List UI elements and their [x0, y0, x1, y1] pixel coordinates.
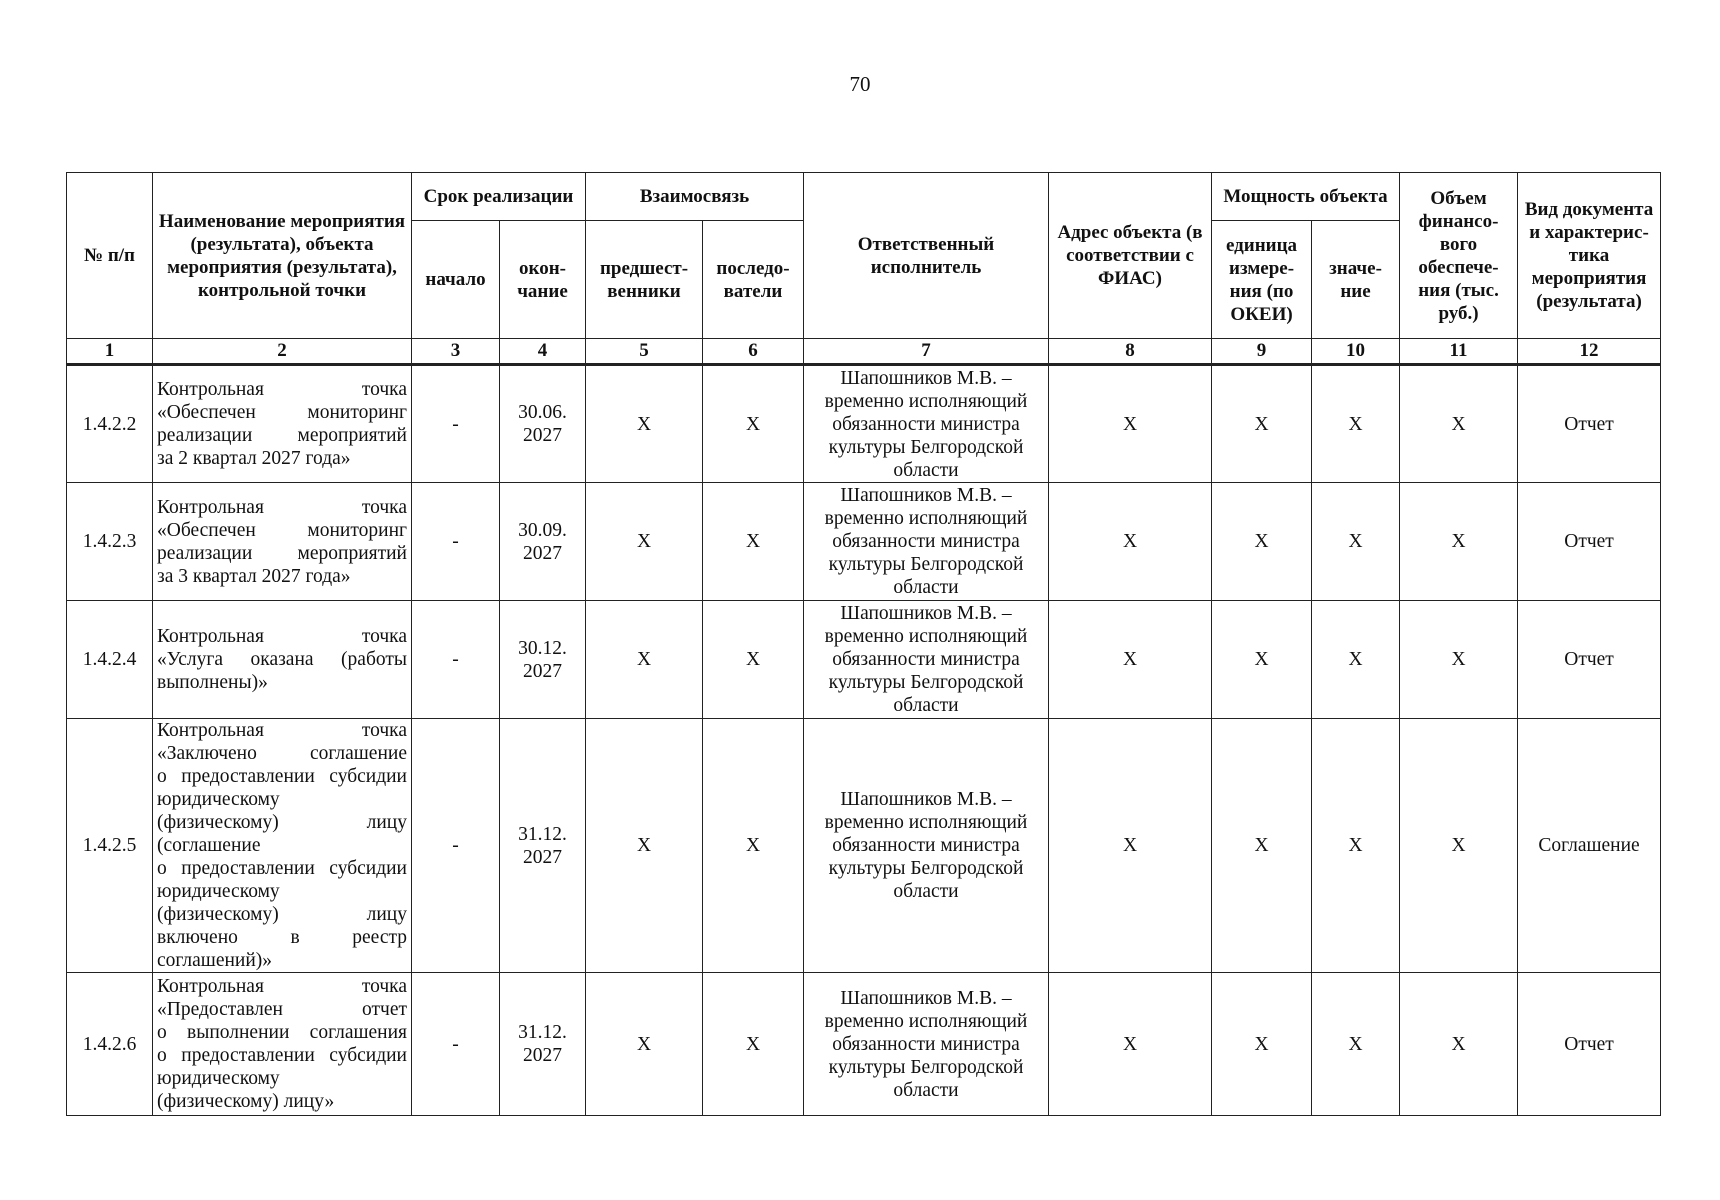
activities-table	[66, 172, 1661, 1116]
activity-name-cell	[153, 483, 412, 601]
address-cell: X	[1049, 973, 1212, 1116]
activity-name-line: за 3 квартал 2027 года»	[157, 565, 351, 587]
successors-cell: X	[703, 719, 804, 973]
successors-cell: X	[703, 601, 804, 719]
column-number-cell: 1	[67, 339, 153, 365]
header-term-end: окон-чание	[500, 221, 586, 339]
row-number-cell: 1.4.2.2	[67, 365, 153, 483]
row-number-cell: 1.4.2.5	[67, 719, 153, 973]
column-number-cell: 8	[1049, 339, 1212, 365]
activity-name-line: «Предоставлен отчет	[157, 999, 407, 1020]
activity-name-line: о выполнении соглашения	[157, 1022, 407, 1043]
document-type-cell: Отчет	[1518, 365, 1661, 483]
column-number-cell: 12	[1518, 339, 1661, 365]
document-type-cell: Отчет	[1518, 601, 1661, 719]
finance-cell: X	[1400, 719, 1518, 973]
activity-name-line: Контрольная точка	[157, 720, 407, 741]
row-number-cell: 1.4.2.3	[67, 483, 153, 601]
successors-cell: X	[703, 483, 804, 601]
column-number-cell: 4	[500, 339, 586, 365]
executor-cell: Шапошников М.В. – временно исполняющий обязанности министра культуры Белгородской области	[804, 483, 1049, 601]
column-number-cell: 5	[586, 339, 703, 365]
table-row	[67, 365, 1661, 483]
column-number-cell: 6	[703, 339, 804, 365]
end-date-cell: 31.12. 2027	[500, 719, 586, 973]
activity-name-line: Контрольная точка	[157, 626, 407, 647]
start-date-cell: -	[412, 973, 500, 1116]
activity-name-line: (физическому) лицу	[157, 904, 407, 925]
start-date-cell: -	[412, 601, 500, 719]
header-link-next: последо-ватели	[703, 221, 804, 339]
activity-name-line: Контрольная точка	[157, 379, 407, 400]
header-address: Адрес объекта (в соответствии с ФИАС)	[1049, 173, 1212, 339]
activity-name-line: (физическому) лицу	[157, 812, 407, 833]
address-cell: X	[1049, 601, 1212, 719]
predecessors-cell: X	[586, 601, 703, 719]
table-row	[67, 483, 1661, 601]
value-cell: X	[1312, 719, 1400, 973]
column-number-cell: 3	[412, 339, 500, 365]
column-number-cell: 11	[1400, 339, 1518, 365]
document-type-cell: Соглашение	[1518, 719, 1661, 973]
header-term: Срок реализации	[412, 173, 586, 221]
end-date-cell: 30.06. 2027	[500, 365, 586, 483]
document-type-cell: Отчет	[1518, 973, 1661, 1116]
end-date-cell: 30.09. 2027	[500, 483, 586, 601]
header-term-start: начало	[412, 221, 500, 339]
document-type-cell: Отчет	[1518, 483, 1661, 601]
value-cell: X	[1312, 365, 1400, 483]
start-date-cell: -	[412, 365, 500, 483]
header-name: Наименование мероприятия (результата), объекта мероприятия (результата), контрольной точки	[153, 173, 412, 339]
finance-cell: X	[1400, 483, 1518, 601]
activity-name-line: выполнены)»	[157, 672, 268, 693]
address-cell: X	[1049, 719, 1212, 973]
executor-cell: Шапошников М.В. – временно исполняющий обязанности министра культуры Белгородской области	[804, 601, 1049, 719]
activity-name-line: «Услуга оказана (работы	[157, 649, 407, 670]
row-number-cell: 1.4.2.4	[67, 601, 153, 719]
table-row	[67, 719, 1661, 973]
activity-name-cell	[153, 365, 412, 483]
header-capacity-unit: единица измере-ния (по ОКЕИ)	[1212, 221, 1312, 339]
activity-name-line: юридическому	[157, 789, 280, 810]
activity-name-line: Контрольная точка	[157, 496, 407, 518]
activity-name-line: включено в реестр	[157, 927, 407, 948]
unit-cell: X	[1212, 973, 1312, 1116]
activity-name-line: (физическому) лицу»	[157, 1091, 335, 1112]
activity-name-line: соглашений)»	[157, 950, 273, 971]
header-capacity-value: значе-ние	[1312, 221, 1400, 339]
activity-name-line: юридическому	[157, 881, 280, 902]
header-doc: Вид документа и характерис-тика мероприятия (результата)	[1518, 173, 1661, 339]
header-capacity: Мощность объекта	[1212, 173, 1400, 221]
end-date-cell: 30.12. 2027	[500, 601, 586, 719]
executor-cell: Шапошников М.В. – временно исполняющий обязанности министра культуры Белгородской области	[804, 719, 1049, 973]
activity-name-line: (соглашение	[157, 835, 261, 856]
address-cell: X	[1049, 483, 1212, 601]
activity-name-line: о предоставлении субсидии	[157, 858, 407, 879]
finance-cell: X	[1400, 365, 1518, 483]
activity-name-line: за 2 квартал 2027 года»	[157, 448, 351, 469]
value-cell: X	[1312, 483, 1400, 601]
executor-cell: Шапошников М.В. – временно исполняющий обязанности министра культуры Белгородской области	[804, 973, 1049, 1116]
finance-cell: X	[1400, 973, 1518, 1116]
activity-name-line: о предоставлении субсидии	[157, 1045, 407, 1066]
header-executor: Ответственный исполнитель	[804, 173, 1049, 339]
column-number-cell: 7	[804, 339, 1049, 365]
activity-name-cell	[153, 601, 412, 719]
value-cell: X	[1312, 973, 1400, 1116]
header-link-prev: предшест-венники	[586, 221, 703, 339]
activity-name-cell	[153, 973, 412, 1116]
column-number-cell: 2	[153, 339, 412, 365]
unit-cell: X	[1212, 483, 1312, 601]
activity-name-line: «Заключено соглашение	[157, 743, 407, 764]
header-num: № п/п	[67, 173, 153, 339]
unit-cell: X	[1212, 365, 1312, 483]
page-number: 70	[849, 72, 871, 96]
column-number-cell: 10	[1312, 339, 1400, 365]
activity-name-line: Контрольная точка	[157, 976, 407, 997]
address-cell: X	[1049, 365, 1212, 483]
unit-cell: X	[1212, 719, 1312, 973]
activity-name-line: реализации мероприятий	[157, 425, 407, 446]
predecessors-cell: X	[586, 719, 703, 973]
activity-name-line: «Обеспечен мониторинг	[157, 402, 407, 423]
activity-name-line: «Обеспечен мониторинг	[157, 519, 407, 541]
finance-cell: X	[1400, 601, 1518, 719]
unit-cell: X	[1212, 601, 1312, 719]
column-number-row	[67, 339, 1661, 365]
predecessors-cell: X	[586, 483, 703, 601]
successors-cell: X	[703, 973, 804, 1116]
start-date-cell: -	[412, 483, 500, 601]
row-number-cell: 1.4.2.6	[67, 973, 153, 1116]
end-date-cell: 31.12. 2027	[500, 973, 586, 1116]
column-number-cell: 9	[1212, 339, 1312, 365]
executor-cell: Шапошников М.В. – временно исполняющий обязанности министра культуры Белгородской области	[804, 365, 1049, 483]
activity-name-line: о предоставлении субсидии	[157, 766, 407, 787]
successors-cell: X	[703, 365, 804, 483]
activity-name-cell	[153, 719, 412, 973]
activity-name-line: юридическому	[157, 1068, 280, 1089]
predecessors-cell: X	[586, 973, 703, 1116]
table-row	[67, 973, 1661, 1116]
header-finance: Объем финансо-вого обеспече-ния (тыс. руб.)	[1400, 173, 1518, 339]
start-date-cell: -	[412, 719, 500, 973]
activity-name-line: реализации мероприятий	[157, 542, 407, 564]
predecessors-cell: X	[586, 365, 703, 483]
header-link: Взаимосвязь	[586, 173, 804, 221]
value-cell: X	[1312, 601, 1400, 719]
table-row	[67, 601, 1661, 719]
